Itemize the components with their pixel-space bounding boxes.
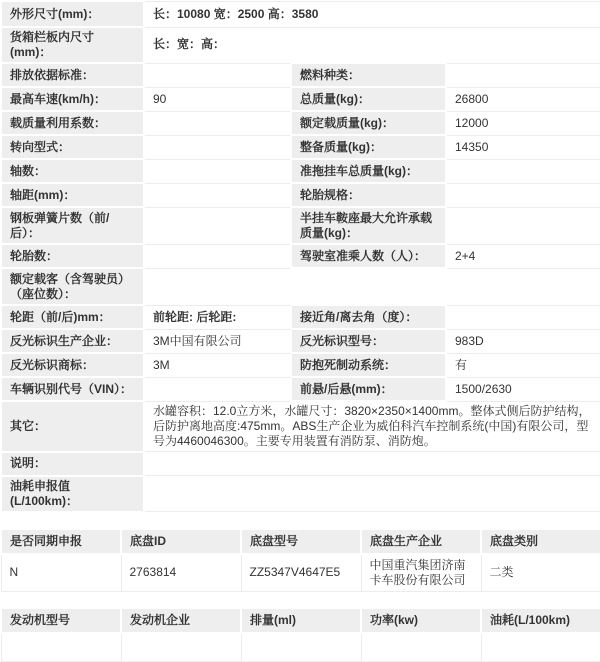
spec-value-cell: 长：宽：高： bbox=[144, 27, 600, 63]
spec-value-cell: 水罐容积：12.0立方米，水罐尺寸：3820×2350×1400mm。整体式侧后防护结构，后防护离地高度:475mm。ABS生产企业为威伯科汽车控制系统(中国)有限公司，型号为4460046300。主要专用装置有消防泵、消防炮。 bbox=[144, 401, 600, 452]
spec-label-cell: 油耗申报值(L/100km)： bbox=[1, 476, 144, 512]
spec-value-cell bbox=[446, 207, 600, 244]
spec-label-cell: 额定载质量(kg)： bbox=[291, 111, 446, 135]
spec-label-cell: 整备质量(kg)： bbox=[291, 135, 446, 159]
spec-label-cell: 准拖挂车总质量(kg)： bbox=[291, 159, 446, 183]
spec-label-cell: 轮距（前/后)mm： bbox=[1, 305, 144, 329]
spec-label-cell: 车辆识别代号（VIN）： bbox=[1, 377, 144, 401]
spec-label-cell: 外形尺寸(mm)： bbox=[1, 1, 144, 27]
chassis-header-cell: 底盘ID bbox=[121, 529, 241, 554]
spec-value-cell: 90 bbox=[144, 87, 291, 111]
spec-label-cell: 防抱死制动系统： bbox=[291, 353, 446, 377]
spec-label-cell: 说明： bbox=[1, 452, 144, 476]
spec-row bbox=[1, 183, 600, 207]
spec-value-cell: 长：10080 宽：2500 高：3580 bbox=[144, 1, 600, 27]
spec-value-cell: 983D bbox=[446, 329, 600, 353]
spec-value-cell bbox=[446, 159, 600, 183]
spec-row bbox=[1, 353, 600, 377]
engine-table bbox=[0, 607, 600, 662]
spec-label-cell: 轮胎规格： bbox=[291, 183, 446, 207]
spec-row bbox=[1, 159, 600, 183]
engine-cell bbox=[241, 633, 361, 661]
spec-row bbox=[1, 207, 600, 244]
chassis-header-cell: 底盘生产企业 bbox=[361, 529, 481, 554]
spec-row bbox=[1, 27, 600, 63]
spec-label-cell: 驾驶室准乘人数（人）： bbox=[291, 244, 446, 268]
engine-header-cell: 排量(ml) bbox=[241, 608, 361, 633]
spec-value-cell: 12000 bbox=[446, 111, 600, 135]
spec-value-cell: 前轮距: 后轮距: bbox=[144, 305, 291, 329]
spec-label-cell: 反光标识生产企业： bbox=[1, 329, 144, 353]
spec-label-cell: 排放依据标准： bbox=[1, 63, 144, 87]
spec-value-cell bbox=[446, 305, 600, 329]
spec-row bbox=[1, 377, 600, 401]
spec-value-cell bbox=[144, 63, 291, 87]
spec-label-cell: 燃料种类： bbox=[291, 63, 446, 87]
engine-header-cell: 油耗(L/100km) bbox=[481, 608, 600, 633]
spec-row bbox=[1, 1, 600, 27]
chassis-header-cell: 是否同期申报 bbox=[1, 529, 121, 554]
spec-value-cell bbox=[144, 476, 600, 512]
spec-value-cell bbox=[144, 268, 600, 305]
spec-row bbox=[1, 63, 600, 87]
spec-value-cell bbox=[144, 377, 291, 401]
engine-cell bbox=[1, 633, 121, 661]
spec-value-cell: 14350 bbox=[446, 135, 600, 159]
chassis-cell: 二类 bbox=[481, 554, 600, 592]
spec-row bbox=[1, 401, 600, 452]
spec-value-cell bbox=[446, 63, 600, 87]
spec-value-cell: 有 bbox=[446, 353, 600, 377]
engine-header-cell: 发动机型号 bbox=[1, 608, 121, 633]
spec-label-cell: 反光标识商标： bbox=[1, 353, 144, 377]
chassis-data-row bbox=[1, 554, 600, 592]
spec-label-cell: 总质量(kg)： bbox=[291, 87, 446, 111]
chassis-header-cell: 底盘类别 bbox=[481, 529, 600, 554]
spec-label-cell: 轴数： bbox=[1, 159, 144, 183]
engine-data-row bbox=[1, 633, 600, 661]
spec-row bbox=[1, 329, 600, 353]
spec-value-cell: 3M bbox=[144, 353, 291, 377]
spec-row bbox=[1, 111, 600, 135]
spec-label-cell: 轴距(mm)： bbox=[1, 183, 144, 207]
spec-label-cell: 前悬/后悬(mm)： bbox=[291, 377, 446, 401]
spec-row bbox=[1, 87, 600, 111]
spec-value-cell bbox=[144, 159, 291, 183]
spec-label-cell: 反光标识型号： bbox=[291, 329, 446, 353]
spec-value-cell bbox=[144, 452, 600, 476]
spec-value-cell: 3M中国有限公司 bbox=[144, 329, 291, 353]
chassis-header-cell: 底盘型号 bbox=[241, 529, 361, 554]
spec-value-cell bbox=[144, 135, 291, 159]
spec-label-cell: 转向型式： bbox=[1, 135, 144, 159]
chassis-cell: N bbox=[1, 554, 121, 592]
chassis-cell: ZZ5347V4647E5 bbox=[241, 554, 361, 592]
spec-value-cell bbox=[446, 183, 600, 207]
spec-value-cell: 26800 bbox=[446, 87, 600, 111]
spec-label-cell: 额定载客（含驾驶员）（座位数）： bbox=[1, 268, 144, 305]
spec-value-cell bbox=[144, 111, 291, 135]
spec-label-cell: 货箱栏板内尺寸(mm)： bbox=[1, 27, 144, 63]
spec-row bbox=[1, 452, 600, 476]
chassis-cell: 2763814 bbox=[121, 554, 241, 592]
spec-value-cell: 1500/2630 bbox=[446, 377, 600, 401]
spec-row bbox=[1, 244, 600, 268]
spec-label-cell: 其它： bbox=[1, 401, 144, 452]
engine-header-row bbox=[1, 608, 600, 633]
spec-value-cell bbox=[144, 183, 291, 207]
spec-row bbox=[1, 305, 600, 329]
spec-value-cell bbox=[144, 207, 291, 244]
engine-header-cell: 发动机企业 bbox=[121, 608, 241, 633]
chassis-cell: 中国重汽集团济南卡车股份有限公司 bbox=[361, 554, 481, 592]
chassis-header-row bbox=[1, 529, 600, 554]
spec-value-cell bbox=[144, 244, 291, 268]
engine-cell bbox=[121, 633, 241, 661]
spec-row bbox=[1, 268, 600, 305]
spec-label-cell: 最高车速(km/h)： bbox=[1, 87, 144, 111]
spec-label-cell: 钢板弹簧片数（前/后）： bbox=[1, 207, 144, 244]
spec-label-cell: 半挂车鞍座最大允许承载质量(kg)： bbox=[291, 207, 446, 244]
engine-header-cell: 功率(kw) bbox=[361, 608, 481, 633]
engine-cell bbox=[361, 633, 481, 661]
spec-label-cell: 轮胎数： bbox=[1, 244, 144, 268]
spec-label-cell: 接近角/离去角（度）： bbox=[291, 305, 446, 329]
spec-label-cell: 载质量利用系数： bbox=[1, 111, 144, 135]
spec-row bbox=[1, 135, 600, 159]
engine-cell bbox=[481, 633, 600, 661]
spec-value-cell: 2+4 bbox=[446, 244, 600, 268]
chassis-table bbox=[0, 528, 600, 593]
spec-row bbox=[1, 476, 600, 512]
